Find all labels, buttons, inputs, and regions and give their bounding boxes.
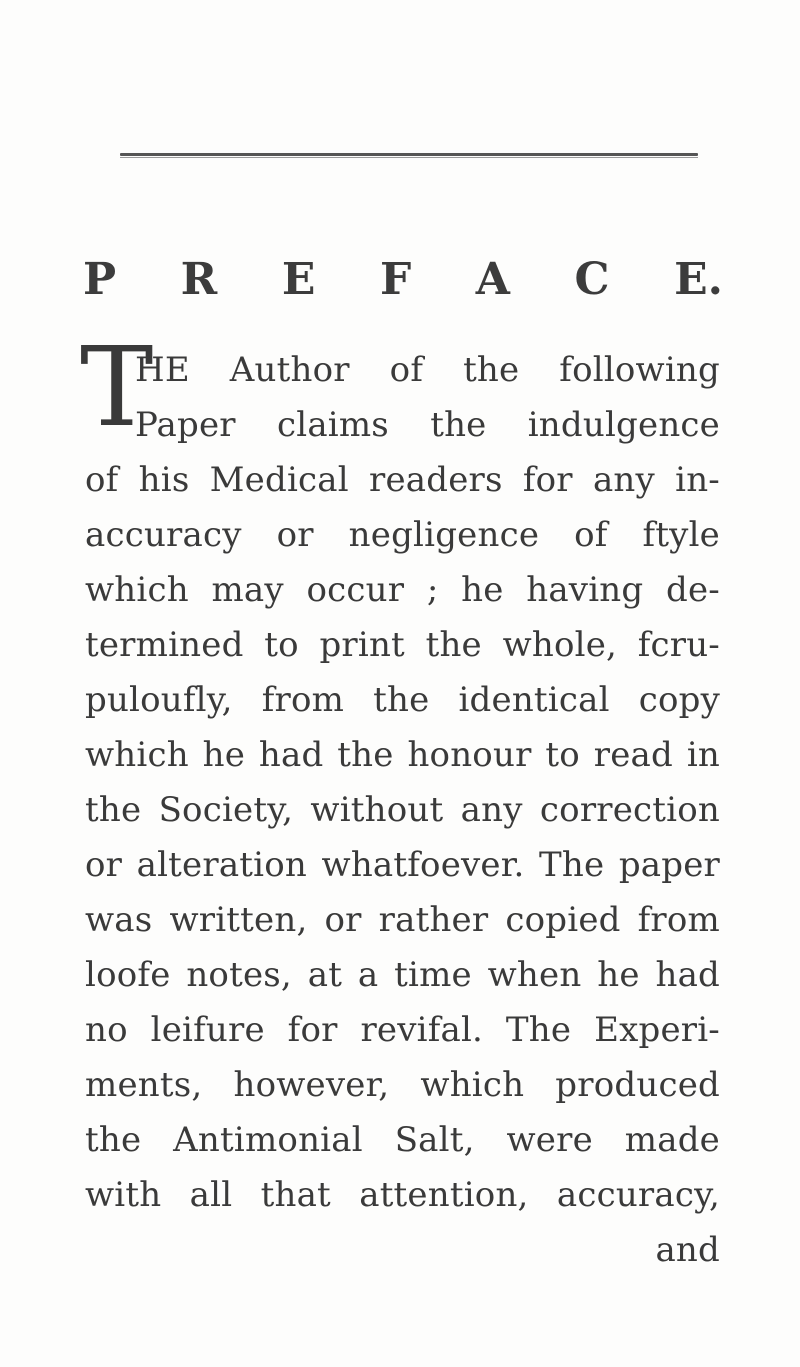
text-line: HE Author of the following [135, 350, 720, 390]
heading-letter: E [281, 254, 316, 305]
text-line: Paper claims the indulgence [135, 405, 720, 445]
text-line: which may occur ; he having de- [85, 570, 720, 610]
text-line: loofe notes, at a time when he had [85, 955, 720, 995]
header-rule-thin [120, 157, 698, 158]
page-heading [83, 250, 723, 310]
catchword: and [655, 1230, 720, 1270]
text-line: with all that attention, accuracy, [85, 1175, 720, 1215]
text-line: of his Medical readers for any in- [85, 460, 720, 500]
text-line: was written, or rather copied from [85, 900, 720, 940]
text-line: accuracy or negligence of ftyle [85, 515, 720, 555]
text-line: termined to print the whole, fcru- [85, 625, 720, 665]
text-line: the Society, without any correction [85, 790, 720, 830]
header-rule [120, 153, 698, 156]
text-line: which he had the honour to read in [85, 735, 720, 775]
heading-letter: R [180, 254, 218, 305]
text-line: or alteration whatfoever. The paper [85, 845, 720, 885]
heading-letter: A [475, 254, 510, 305]
text-line: the Antimonial Salt, were made [85, 1120, 720, 1160]
heading-letter: C [574, 254, 610, 305]
text-line: no leifure for revifal. The Experi- [85, 1010, 720, 1050]
heading-letter: P [83, 254, 117, 305]
text-line: puloufly, from the identical copy [85, 680, 720, 720]
heading-letter: F [379, 254, 412, 305]
text-line: ments, however, which produced [85, 1065, 720, 1105]
drop-cap: T [80, 323, 154, 451]
heading-letter: E. [674, 254, 723, 305]
